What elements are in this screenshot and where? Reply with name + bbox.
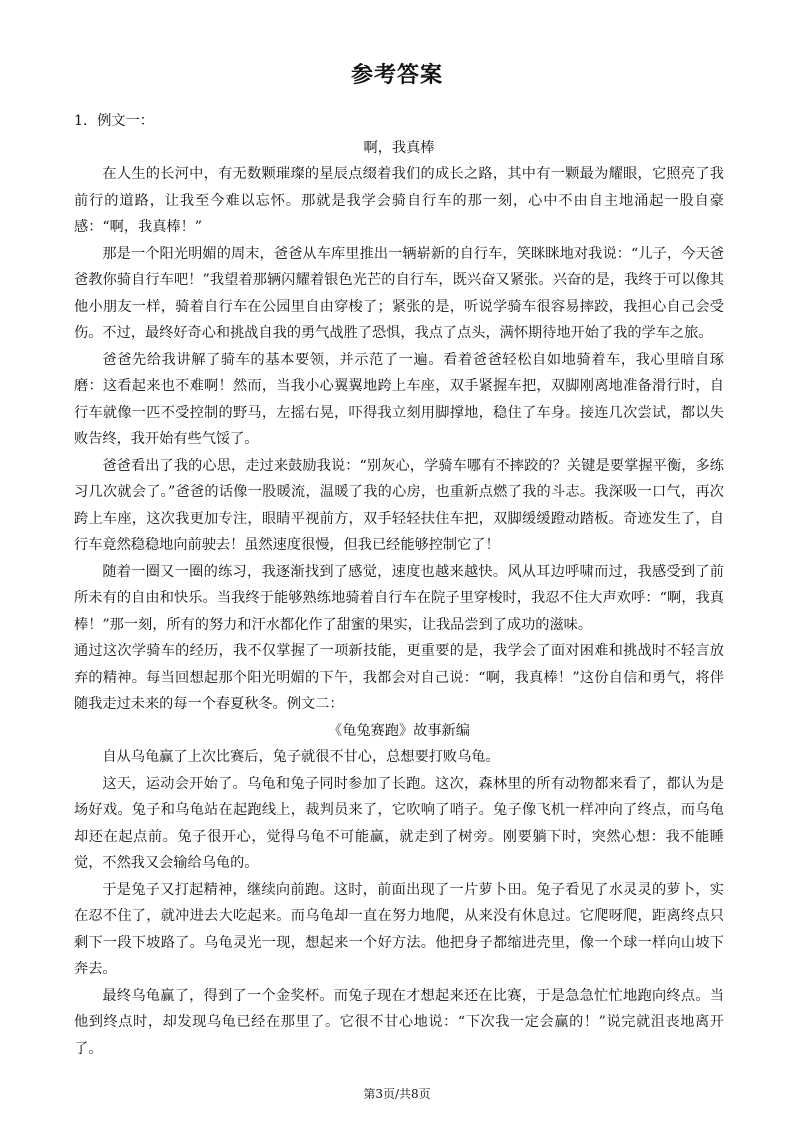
essay-2-paragraph: 最终乌龟赢了，得到了一个金奖杯。而兔子现在才想起来还在比赛，于是急急忙忙地跑向终点。当他到终点时，却发现乌龟已经在那里了。它很不甘心地说：“下次我一定会赢的！”说完就沮丧地离开了。: [74, 987, 724, 1057]
item-label: 1．例文一：: [74, 113, 154, 129]
essay-2-paragraph: 这天，运动会开始了。乌龟和兔子同时参加了长跑。这次，森林里的所有动物都来看了，都认为是场好戏。兔子和乌龟站在起跑线上，裁判员来了，它吹响了哨子。兔子像飞机一样冲向了终点，而乌龟却还在起点前。兔子很开心，觉得乌龟不可能赢，就走到了树旁。刚要躺下时，突然心想：我不能睡觉，不然我又会输给乌龟的。: [74, 775, 724, 871]
essay-1-paragraph: 在人生的长河中，有无数颗璀璨的星辰点缀着我们的成长之路，其中有一颗最为耀眼，它照亮了我前行的道路，让我至今难以忘怀。那就是我学会骑自行车的那一刻，心中不由自主地涌起一股自豪感：“啊，我真棒！”: [74, 166, 724, 235]
essay-1-closing: 通过这次学骑车的经历，我不仅掌握了一项新技能，更重要的是，我学会了面对困难和挑战时不轻言放弃的精神。每当回想起那个阳光明媚的下午，我都会对自己说：“啊，我真棒！”这份自信和勇气，将伴随我走过未来的每一个春夏秋冬。例文二：: [74, 643, 724, 712]
essay-1-paragraph: 爸爸看出了我的心思，走过来鼓励我说：“别灰心，学骑车哪有不摔跤的？关键是要掌握平衡，多练习几次就会了。”爸爸的话像一股暖流，温暖了我的心房，也重新点燃了我的斗志。我深吸一口气，再次跨上车座，这次我更加专注，眼睛平视前方，双手轻轻扶住车把，双脚缓缓蹬动踏板。奇迹发生了，自行车竟然稳稳地向前驶去！虽然速度很慢，但我已经能够控制它了！: [74, 457, 724, 553]
essay-1-paragraph: 爸爸先给我讲解了骑车的基本要领，并示范了一遍。看着爸爸轻松自如地骑着车，我心里暗自琢磨：这看起来也不难啊！然而，当我小心翼翼地跨上车座，双手紧握车把，双脚刚离地准备滑行时，自行车就像一匹不受控制的野马，左摇右晃，吓得我立刻用脚撑地，稳住了车身。接连几次尝试，都以失败告终，我开始有些气馁了。: [74, 351, 724, 447]
essay-2-title: 《龟兔赛跑》故事新编: [328, 722, 470, 739]
page-title: 参考答案: [350, 63, 443, 88]
essay-1-paragraph: 随着一圈又一圈的练习，我逐渐找到了感觉，速度也越来越快。风从耳边呼啸而过，我感受到了前所未有的自由和快乐。当我终于能够熟练地骑着自行车在院子里穿梭时，我忍不住大声欢呼：“啊，我真棒！”那一刻，所有的努力和汗水都化作了甜蜜的果实，让我品尝到了成功的滋味。: [74, 563, 724, 633]
essay-2-paragraph: 于是兔子又打起精神，继续向前跑。这时，前面出现了一片萝卜田。兔子看见了水灵灵的萝卜，实在忍不住了，就冲进去大吃起来。而乌龟却一直在努力地爬，从来没有休息过。它爬呀爬，距离终点只剩下一段下坡路了。乌龟灵光一现，想起来一个好方法。他把身子都缩进壳里，像一个球一样向山坡下奔去。: [74, 881, 724, 977]
essay-1-title: 啊，我真棒: [363, 139, 435, 156]
essay-2-paragraph: 自从乌龟赢了上次比赛后，兔子就很不甘心，总想要打败乌龟。: [102, 749, 500, 765]
page-number: 第3页/共8页: [363, 1087, 431, 1101]
essay-1-paragraph: 那是一个阳光明媚的周末，爸爸从车库里推出一辆崭新的自行车，笑眯眯地对我说：“儿子，今天爸爸教你骑自行车吧！”我望着那辆闪耀着银色光芒的自行车，既兴奋又紧张。兴奋的是，我终于可以像其他小朋友一样，骑着自行车在公园里自由穿梭了；紧张的是，听说学骑车很容易摔跤，我担心自己会受伤。不过，最终好奇心和挑战自我的勇气战胜了恐惧，我点了点头，满怀期待地开始了我的学车之旅。: [74, 245, 724, 341]
answer-content: [74, 108, 724, 1062]
